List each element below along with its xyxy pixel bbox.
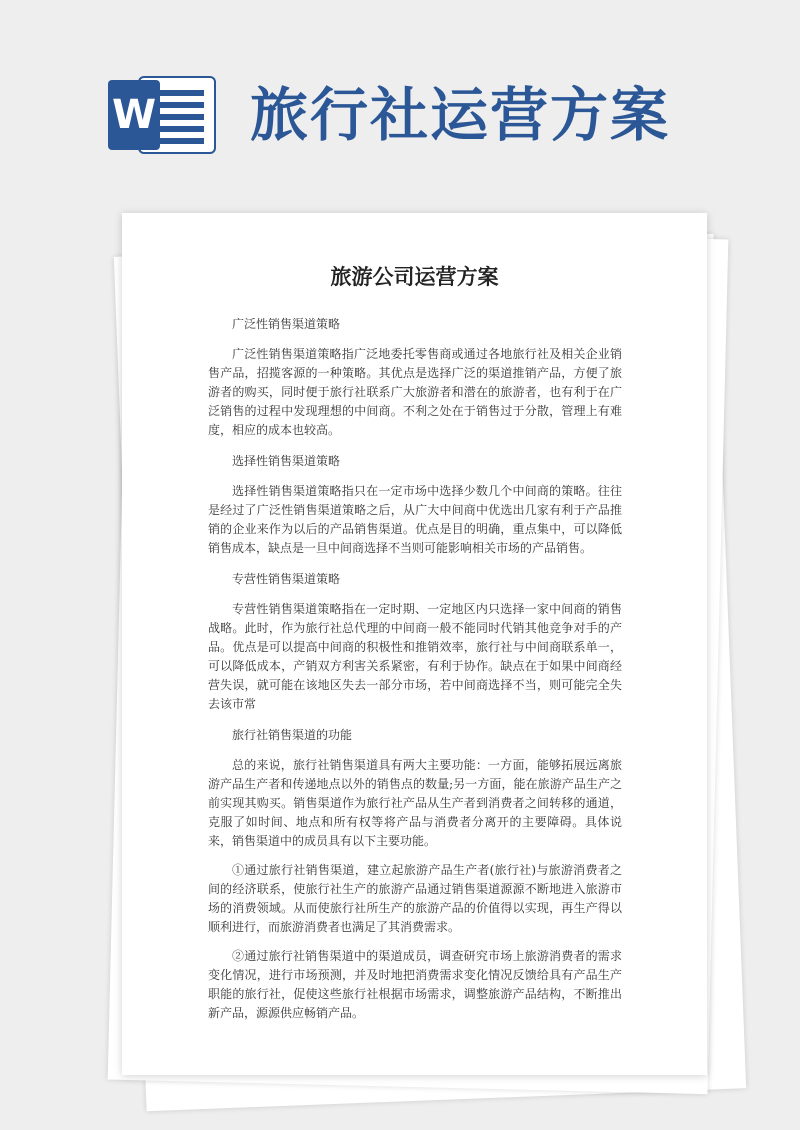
section-heading: 专营性销售渠道策略 (232, 572, 341, 586)
section-paragraph: 选择性销售渠道策略指只在一定市场中选择少数几个中间商的策略。往往是经过了广泛性销售渠道策略之后，从广大中间商中优选出几家有利于产品推销的企业来作为以后的产品销售渠道。优点是目的明确，重点集中，可以降低销售成本，缺点是一旦中间商选择不当则可能影响相关市场的产品销售。 (208, 484, 622, 555)
word-icon-letter: W (108, 80, 160, 150)
section-paragraph: ①通过旅行社销售渠道，建立起旅游产品生产者(旅行社)与旅游消费者之间的经济联系，使旅行社生产的旅游产品通过销售渠道源源不断地进入旅游市场的消费领域。从而使旅行社所生产的旅游产品的价值得以实现，再生产得以顺利进行，而旅游消费者也满足了其消费需求。 (208, 863, 622, 934)
section-selective-channel (208, 450, 622, 558)
section-heading: 选择性销售渠道策略 (232, 454, 341, 468)
word-icon (108, 76, 218, 154)
section-paragraph: ②通过旅行社销售渠道中的渠道成员，调查研究市场上旅游消费者的需求变化情况，进行市场预测，并及时地把消费需求变化情况反馈给具有产品生产职能的旅行社，促使这些旅行社根据市场需求，调整旅游产品结构，不断推出新产品，源源供应畅销产品。 (208, 949, 622, 1020)
section-paragraph: 总的来说，旅行社销售渠道具有两大主要功能：一方面，能够拓展远离旅游产品生产者和传递地点以外的销售点的数量;另一方面，能在旅游产品生产之前实现其购买。销售渠道作为旅行社产品从生产者到消费者之间转移的通道，克服了如时间、地点和所有权等将产品与消费者分离开的主要障碍。具体说来，销售渠道中的成员具有以下主要功能。 (208, 758, 622, 848)
section-exclusive-channel (208, 568, 622, 714)
section-heading: 广泛性销售渠道策略 (232, 317, 341, 331)
section-heading: 旅行社销售渠道的功能 (232, 728, 353, 742)
section-paragraph: 专营性销售渠道策略指在一定时期、一定地区内只选择一家中间商的销售战略。此时，作为旅行社总代理的中间商一般不能同时代销其他竞争对手的产品。优点是可以提高中间商的积极性和推销效率，旅行社与中间商联系单一，可以降低成本，产销双方利害关系紧密，有利于协作。缺点在于如果中间商经营失误，就可能在该地区失去一部分市场，若中间商选择不当，则可能完全失去该市常 (208, 602, 622, 711)
document-page (122, 213, 707, 1075)
banner (0, 0, 800, 200)
section-channel-functions (208, 724, 622, 1023)
section-paragraph: 广泛性销售渠道策略指广泛地委托零售商或通过各地旅行社及相关企业销售产品，招揽客源的一种策略。其优点是选择广泛的渠道推销产品，方便了旅游者的购买，同时便于旅行社联系广大旅游者和潜在的旅游者，也有利于在广泛销售的过程中发现理想的中间商。不利之处在于销售过于分散，管理上有难度，相应的成本也较高。 (208, 347, 622, 437)
section-broad-channel (208, 313, 622, 440)
document-body (208, 313, 622, 1033)
banner-title: 旅行社运营方案 (250, 81, 671, 149)
document-title: 旅游公司运营方案 (330, 264, 499, 289)
